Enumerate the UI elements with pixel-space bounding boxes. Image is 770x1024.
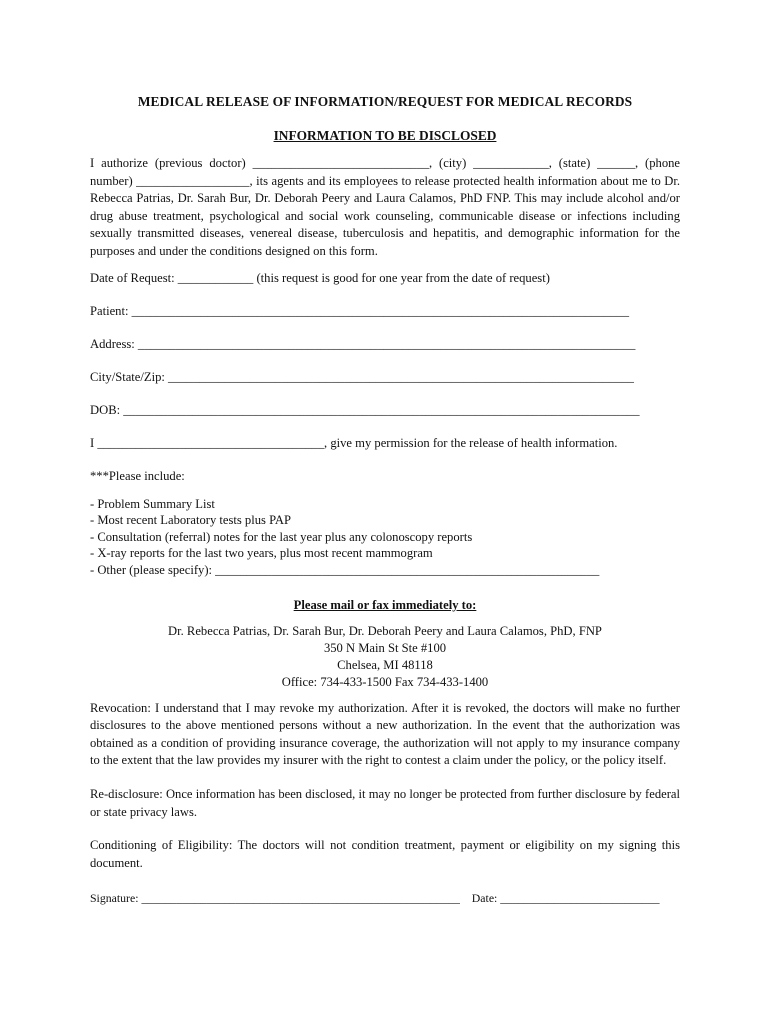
include-list <box>90 496 680 579</box>
section-heading-information: INFORMATION TO BE DISCLOSED <box>273 128 497 143</box>
dob-field: DOB: __________________________________________________________________________________ <box>90 402 640 417</box>
conditioning-paragraph: Conditioning of Eligibility: The doctors will not condition treatment, payment or eligibility on my signing this document. <box>90 838 680 870</box>
list-item: - Problem Summary List <box>90 496 215 511</box>
address-field: Address: _______________________________________________________________________________ <box>90 336 636 351</box>
list-item: - Other (please specify): _____________________________________________________________ <box>90 562 600 577</box>
revocation-paragraph: Revocation: I understand that I may revoke my authorization. After it is revoked, the doctors will make no further disclosures to the above mentioned persons without a new authorization. In the event that the authorization was obtained as a condition of providing insurance coverage, the authorization will not apply to my insurance company to the extent that the law provides my insurer with the right to contest a claim under the policy, or the policy itself. <box>90 700 680 768</box>
patient-field: Patient: _______________________________________________________________________________ <box>90 303 630 318</box>
address-line: Dr. Rebecca Patrias, Dr. Sarah Bur, Dr. Deborah Peery and Laura Calamos, PhD, FNP <box>168 623 602 638</box>
signature-line <box>90 890 680 907</box>
permission-field: I ____________________________________, give my permission for the release of health information. <box>90 435 618 450</box>
address-line: Office: 734-433-1500 Fax 734-433-1400 <box>281 674 489 689</box>
redisclosure-paragraph: Re-disclosure: Once information has been disclosed, it may no longer be protected from further disclosure by federal or state privacy laws. <box>90 786 680 819</box>
date-field: Date: ___________________________ <box>471 891 660 906</box>
list-item: - Most recent Laboratory tests plus PAP <box>90 513 292 528</box>
authorization-paragraph: I authorize (previous doctor) ____________________________, (city) ____________, (state) ______, (phone number) __________________, its agents and its employees to release protected health information about me to Dr. Rebecca Patrias, Dr. Sarah Bur, Dr. Deborah Peery and Laura Calamos, PhD FNP. This may include alcohol and/or drug abuse treatment, psychological and social work counseling, communicable disease or infections including sexually transmitted diseases, venereal disease, tuberculosis and hepatitis, and demographic information for the purposes and under the conditions designed on this form. <box>90 156 680 258</box>
mail-heading: Please mail or fax immediately to: <box>293 597 477 612</box>
list-item: - X-ray reports for the last two years, plus most recent mammogram <box>90 546 433 561</box>
city-state-zip-field: City/State/Zip: __________________________________________________________________________ <box>90 369 634 384</box>
please-include-heading: ***Please include: <box>90 468 185 483</box>
document-content <box>90 94 680 907</box>
list-item: - Consultation (referral) notes for the last year plus any colonoscopy reports <box>90 529 473 544</box>
date-of-request-field: Date of Request: ____________ (this request is good for one year from the date of request) <box>90 270 550 285</box>
document-title: MEDICAL RELEASE OF INFORMATION/REQUEST FOR MEDICAL RECORDS <box>137 94 633 109</box>
signature-field: Signature: ______________________________________________________ <box>90 891 460 906</box>
mailing-address <box>90 623 680 691</box>
address-line: 350 N Main St Ste #100 <box>323 640 447 655</box>
address-line: Chelsea, MI 48118 <box>337 657 433 672</box>
